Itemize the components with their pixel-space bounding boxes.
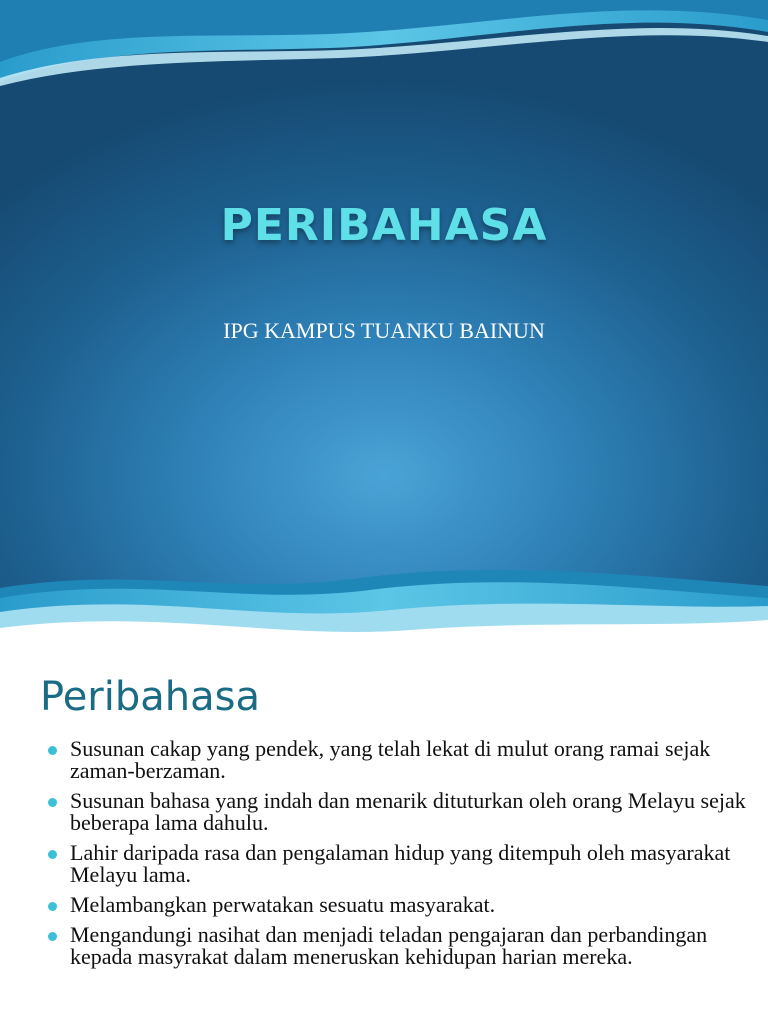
bullet-text: Susunan cakap yang pendek, yang telah lekat di mulut orang ramai sejak zaman-berzaman. (70, 736, 711, 783)
list-item (48, 738, 748, 782)
slide-title: PERIBAHASA (220, 200, 548, 251)
slide-subtitle: IPG KAMPUS TUANKU BAINUN (223, 318, 545, 343)
content-title: Peribahasa (40, 674, 260, 720)
bullet-icon (48, 902, 57, 911)
bullet-text: Melambangkan perwatakan sesuatu masyarakat. (70, 892, 496, 917)
content-slide (0, 660, 768, 1024)
list-item (48, 842, 748, 886)
bullet-icon (48, 746, 57, 755)
bullet-text: Mengandungi nasihat dan menjadi teladan pengajaran dan perbandingan kepada masyrakat dalam meneruskan kehidupan harian mereka. (70, 922, 708, 969)
bullet-text: Lahir daripada rasa dan pengalaman hidup yang ditempuh oleh masyarakat Melayu lama. (70, 840, 731, 887)
bullet-text: Susunan bahasa yang indah dan menarik dituturkan oleh orang Melayu sejak beberapa lama dahulu. (70, 788, 746, 835)
bullet-icon (48, 798, 57, 807)
bullet-icon (48, 850, 57, 859)
list-item (48, 790, 748, 834)
list-item (48, 894, 748, 916)
bullet-icon (48, 932, 57, 941)
bullet-list (48, 738, 748, 976)
list-item (48, 924, 748, 968)
